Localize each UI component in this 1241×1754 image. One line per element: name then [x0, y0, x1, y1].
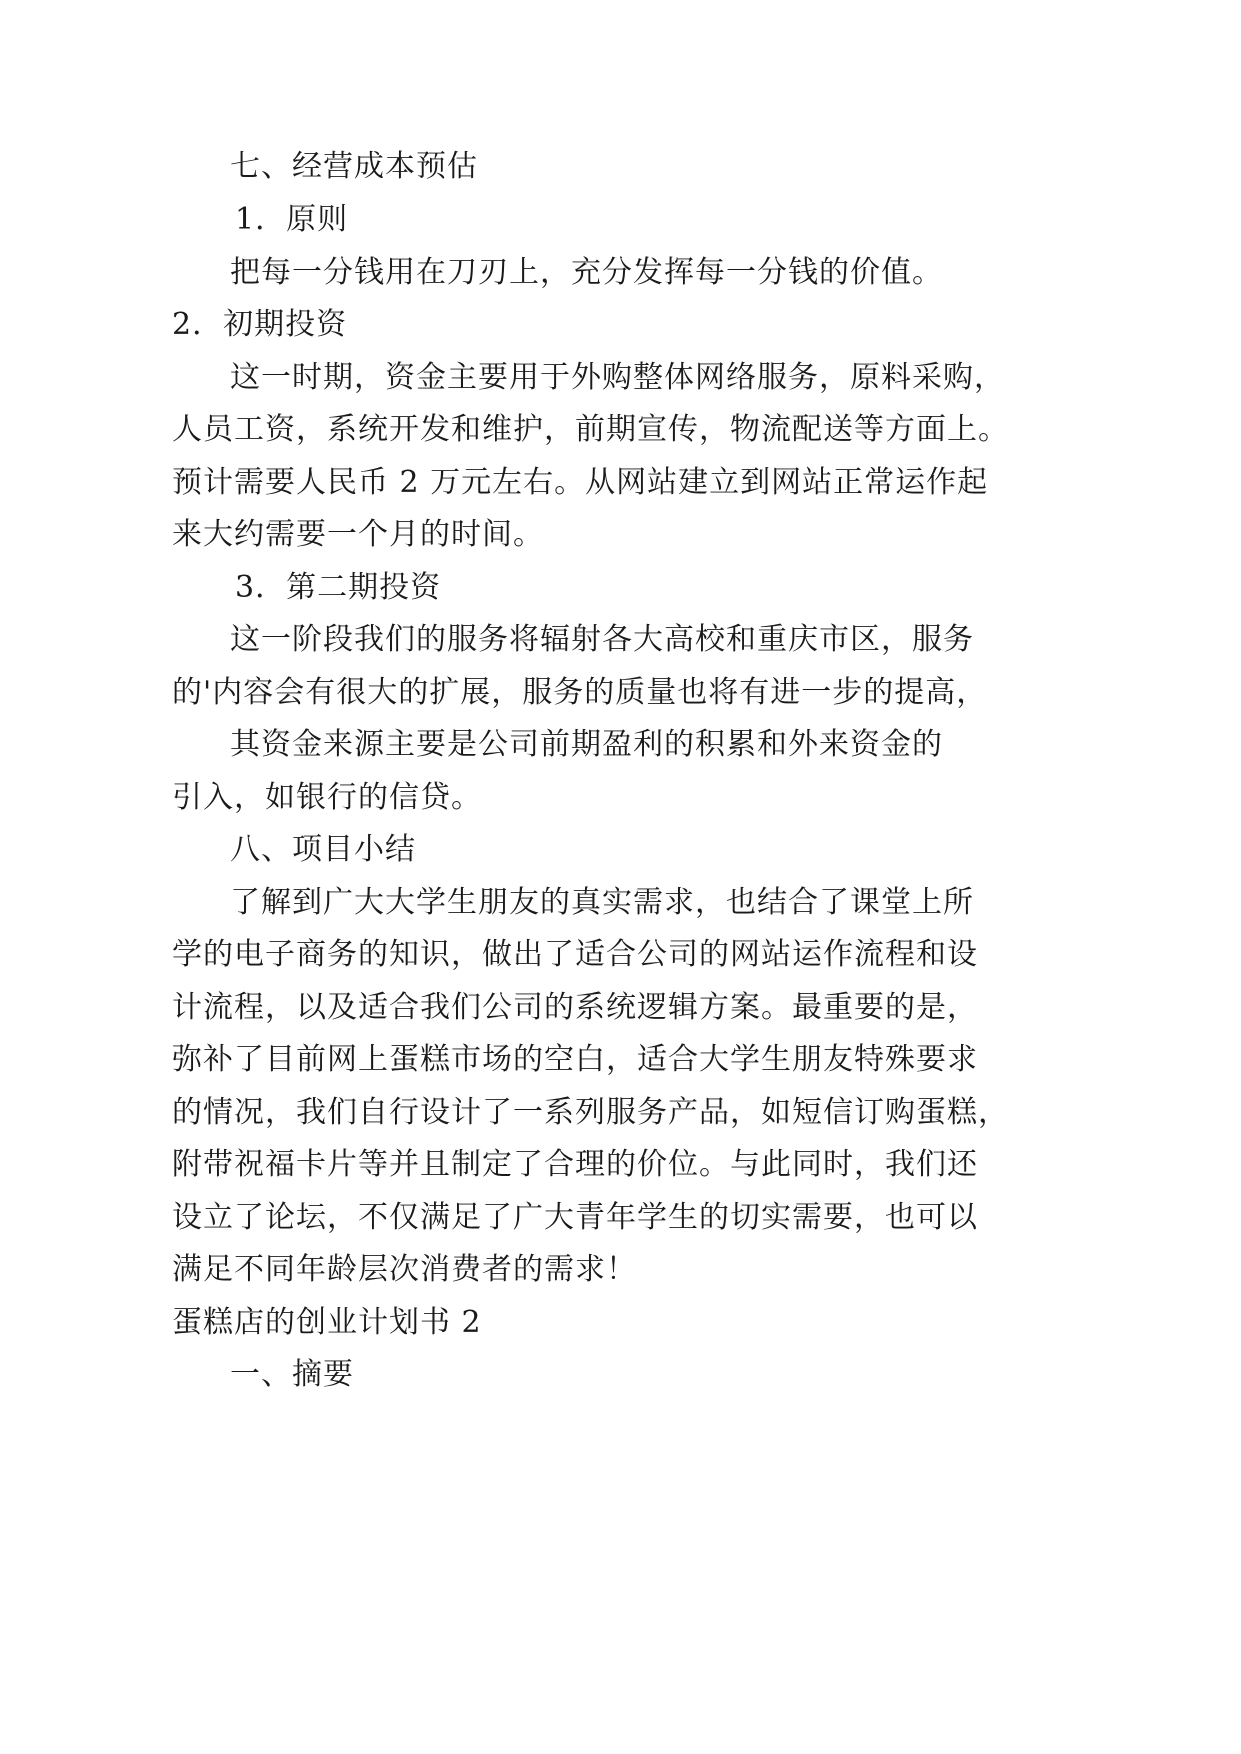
heading-abstract: 一、摘要 [230, 1357, 354, 1392]
paragraph-line: 满足不同年龄层次消费者的需求！ [172, 1252, 637, 1287]
paragraph-line: 的'内容会有很大的扩展，服务的质量也将有进一步的提高， [172, 675, 988, 710]
paragraph-line: 把每一分钱用在刀刃上，充分发挥每一分钱的价值。 [230, 255, 943, 290]
heading-cost-estimate: 七、经营成本预估 [230, 149, 478, 184]
subheading-initial-investment: 2．初期投资 [172, 307, 348, 342]
paragraph-line: 人员工资，系统开发和维护，前期宣传，物流配送等方面上。 [172, 412, 1009, 447]
paragraph-line: 这一时期，资金主要用于外购整体网络服务，原料采购， [230, 360, 1005, 395]
paragraph-line: 引入，如银行的信贷。 [172, 780, 482, 815]
paragraph-line: 的情况，我们自行设计了一系列服务产品，如短信订购蛋糕， [172, 1095, 1009, 1130]
paragraph-line: 附带祝福卡片等并且制定了合理的价位。与此同时，我们还 [172, 1147, 978, 1182]
section-title-plan-2: 蛋糕店的创业计划书 2 [172, 1305, 482, 1340]
subheading-second-investment: 3．第二期投资 [235, 570, 442, 605]
paragraph-line: 设立了论坛，不仅满足了广大青年学生的切实需要，也可以 [172, 1200, 978, 1235]
paragraph-line: 弥补了目前网上蛋糕市场的空白，适合大学生朋友特殊要求 [172, 1042, 978, 1077]
paragraph-line: 来大约需要一个月的时间。 [172, 517, 544, 552]
paragraph-line: 其资金来源主要是公司前期盈利的积累和外来资金的 [230, 727, 943, 762]
paragraph-line: 预计需要人民币 2 万元左右。从网站建立到网站正常运作起 [172, 465, 989, 500]
paragraph-line: 这一阶段我们的服务将辐射各大高校和重庆市区，服务 [230, 622, 974, 657]
paragraph-line: 计流程，以及适合我们公司的系统逻辑方案。最重要的是， [172, 990, 978, 1025]
paragraph-line: 了解到广大大学生朋友的真实需求，也结合了课堂上所 [230, 885, 974, 920]
paragraph-line: 学的电子商务的知识，做出了适合公司的网站运作流程和设 [172, 937, 978, 972]
subheading-principle: 1．原则 [235, 202, 349, 237]
heading-project-summary: 八、项目小结 [230, 832, 416, 867]
